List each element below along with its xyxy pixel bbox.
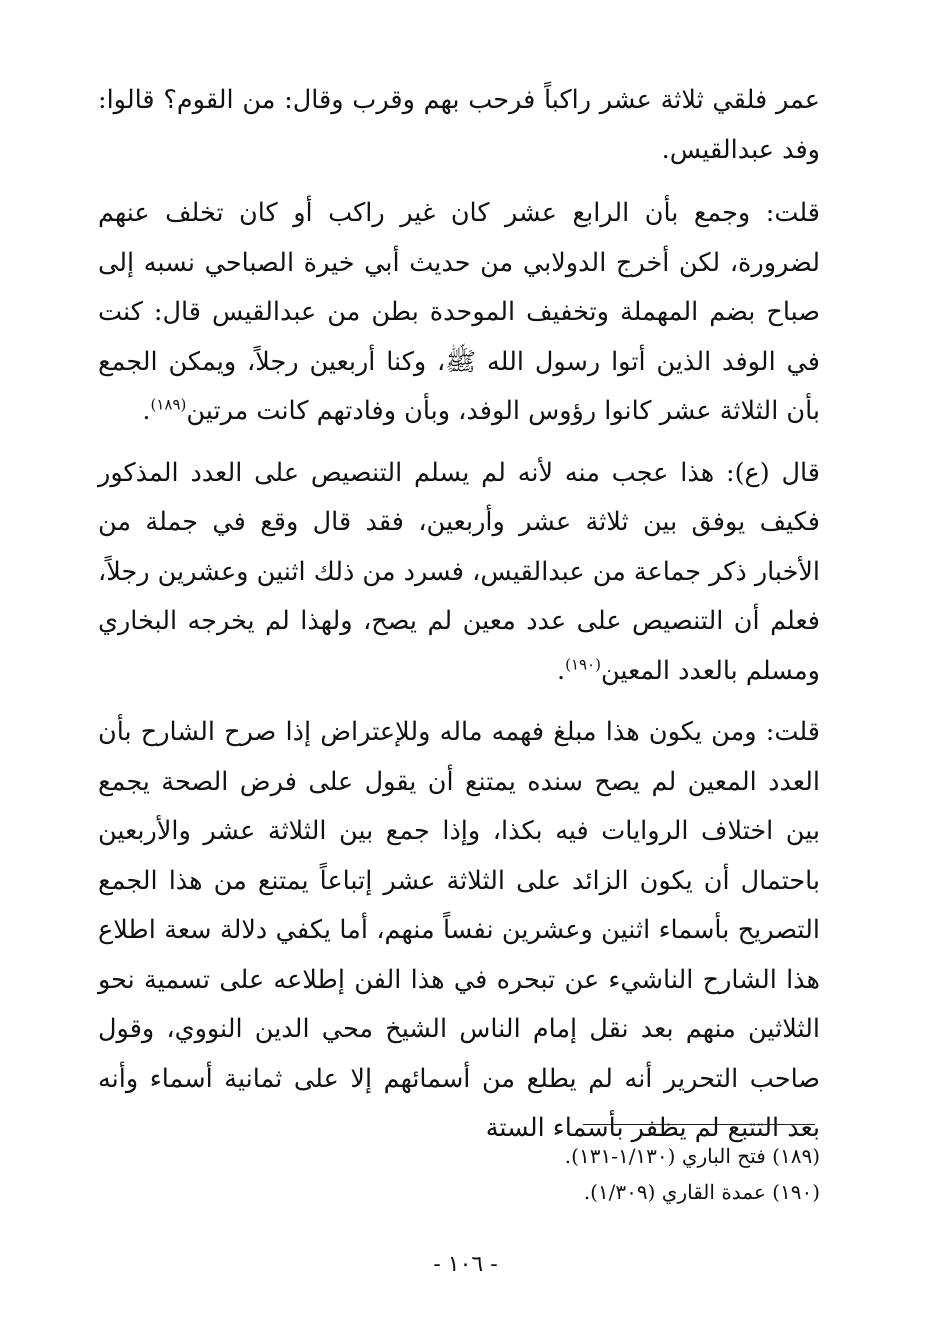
footnote-ref-189[interactable]: (١٨٩) — [150, 395, 187, 414]
paragraph-3-text: قال (ع): هذا عجب منه لأنه لم يسلم التنصيص على العدد المذكور فكيف يوفق بين ثلاثة عشر وأربعين، فقد قال وقع في جملة من الأخبار ذكر جماعة من عبدالقيس، فسرد من ذلك اثنين وعشرين رجلاً، فعلم أن التنصيص على عدد معين لم يصح، ولهذا لم يخرجه البخاري ومسلم بالعدد المعين — [98, 457, 820, 686]
footnote-190: (١٩٠) عمدة القاري (١/٣٠٩). — [583, 1180, 820, 1204]
main-text — [98, 76, 820, 1166]
paragraph-2-end: . — [142, 396, 151, 426]
paragraph-4-text: قلت: ومن يكون هذا مبلغ فهمه ماله وللإعتراض إذا صرح الشارح بأن العدد المعين لم يصح سنده يمتنع أن يقول على فرض الصحة يجمع بين اختلاف الروايات فيه بكذا، وإذا جمع بين الثلاثة عشر والأربعين باحتمال أن يكون الزائد على الثلاثة عشر إتباعاً يمتنع من هذا الجمع التصريح بأسماء اثنين وعشرين نفساً منهم، أما يكفي دلالة سعة اطلاع هذا الشارح الناشيء عن تبحره في هذا الفن إطلاعه على تسمية نحو الثلاثين منهم بعد نقل إمام الناس الشيخ محي الدين النووي، وقول صاحب التحرير أنه لم يطلع من أسمائهم إلا على ثمانية أسماء وأنه بعد التتبع لم يظفر بأسماء الستة — [98, 717, 820, 1143]
paragraph-3-end: . — [556, 655, 566, 686]
footnote-divider — [583, 1124, 815, 1125]
footnotes — [120, 1138, 820, 1210]
footnote-ref-190[interactable]: (١٩٠) — [565, 655, 601, 673]
paragraph-2-text: قلت: وجمع بأن الرابع عشر كان غير راكب أو كان تخلف عنهم لضرورة، لكن أخرج الدولابي من حديث أبي خيرة الصباحي نسبه إلى صباح بضم المهملة وتخفيف الموحدة بطن من عبدالقيس قال: كنت في الوفد الذين أتوا رسول الله ﷺ، وكنا أربعين رجلاً، ويمكن الجمع بأن الثلاثة عشر كانوا رؤوس الوفد، وبأن وفادتهم كانت مرتين — [98, 198, 820, 426]
paragraph-1-text: عمر فلقي ثلاثة عشر راكباً فرحب بهم وقرب وقال: من القوم؟ قالوا: وفد عبدالقيس. — [98, 85, 820, 165]
paragraph-1 — [98, 76, 820, 175]
footnote-189: (١٨٩) فتح الباري (١/١٣٠-١٣١). — [564, 1144, 820, 1168]
paragraph-3 — [98, 449, 820, 697]
page-number: - ١٠٦ - — [433, 1252, 498, 1277]
paragraph-4 — [98, 708, 820, 1154]
paragraph-2 — [98, 189, 820, 437]
